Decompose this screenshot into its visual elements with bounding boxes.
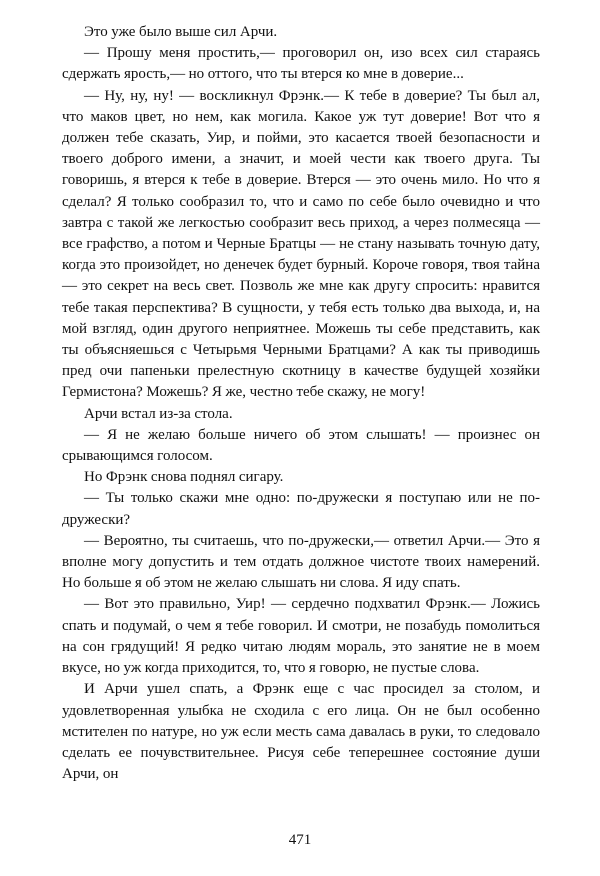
paragraph: — Вот это правильно, Уир! — сердечно подхватил Фрэнк.— Ложись спать и подумай, о чем я тебе говорил. И смотри, не позабудь помолиться на сон грядущий! Я редко читаю людям мораль, это занятие не в моем вкусе, но уж когда приходится, то, что я говорю, не пустые слова. — [62, 596, 540, 677]
paragraph: Это уже было выше сил Арчи. — [84, 24, 278, 40]
paragraph: — Ты только скажи мне одно: по-дружески я поступаю или не по-дружески? — [62, 490, 540, 528]
paragraph: Но Фрэнк снова поднял сигару. — [84, 469, 284, 486]
paragraph: — Я не желаю больше ничего об этом слышать! — произнес он срывающимся голосом. — [62, 426, 540, 465]
paragraph: — Вероятно, ты считаешь, что по-дружески,— ответил Арчи.— Это я вполне могу допустить и тем отдать должное чистоте твоих намерений. Но больше я об этом не желаю слышать ни слова. Я иду спать. — [62, 532, 540, 592]
paragraph: — Ну, ну, ну! — воскликнул Фрэнк.— К тебе в доверие? Ты был ал, что маков цвет, но нем, как могила. Какое уж тут доверие! Вот что я должен тебе сказать, Уир, и пойми, это касается твоей безопасности и твоего доброго имени, а значит, и моей чести как твоего друга. Ты говоришь, я втерся к тебе в доверие. Втерся — это очень мило. Но что я сделал? Я только сообразил то, что и само по себе было очевидно и что завтра с такой же легкостью сообразит весь приход, а через полмесяца — все графство, а потом и Черные Братцы — не стану называть точную дату, когда это произойдет, но денечек будет бурный. Короче говоря, твоя тайна — это секрет на весь свет. Позволь же мне как другу спросить: нравится тебе такая перспектива? В сущности, у тебя есть только два выхода, и, на мой взгляд, один другого неприятнее. Можешь ты себе представить, как ты объясняешься с Четырьмя Черными Братцами? А как ты приводишь пред очи папеньки прелестную скотницу в качестве будущей хозяйки Гермистона? Можешь? Я же, честно тебе скажу, не могу! — [62, 87, 540, 401]
paragraph: И Арчи ушел спать, а Фрэнк еще с час просидел за столом, и удовлетворенная улыбка не сходила с его лица. Он не был особенно мстителен по натуре, но уж если месть сама давалась в руки, то следовало сделать ее почувствительнее. Рисуя себе теперешнее состояние души Арчи, он — [62, 681, 540, 783]
paragraph: — Прошу меня простить,— проговорил он, изо всех сил стараясь сдержать ярость,— но оттого, что ты втерся ко мне в доверие... — [62, 45, 540, 83]
page-text — [62, 22, 540, 785]
page-number: 471 — [288, 832, 312, 848]
paragraph: Арчи встал из-за стола. — [84, 405, 233, 422]
